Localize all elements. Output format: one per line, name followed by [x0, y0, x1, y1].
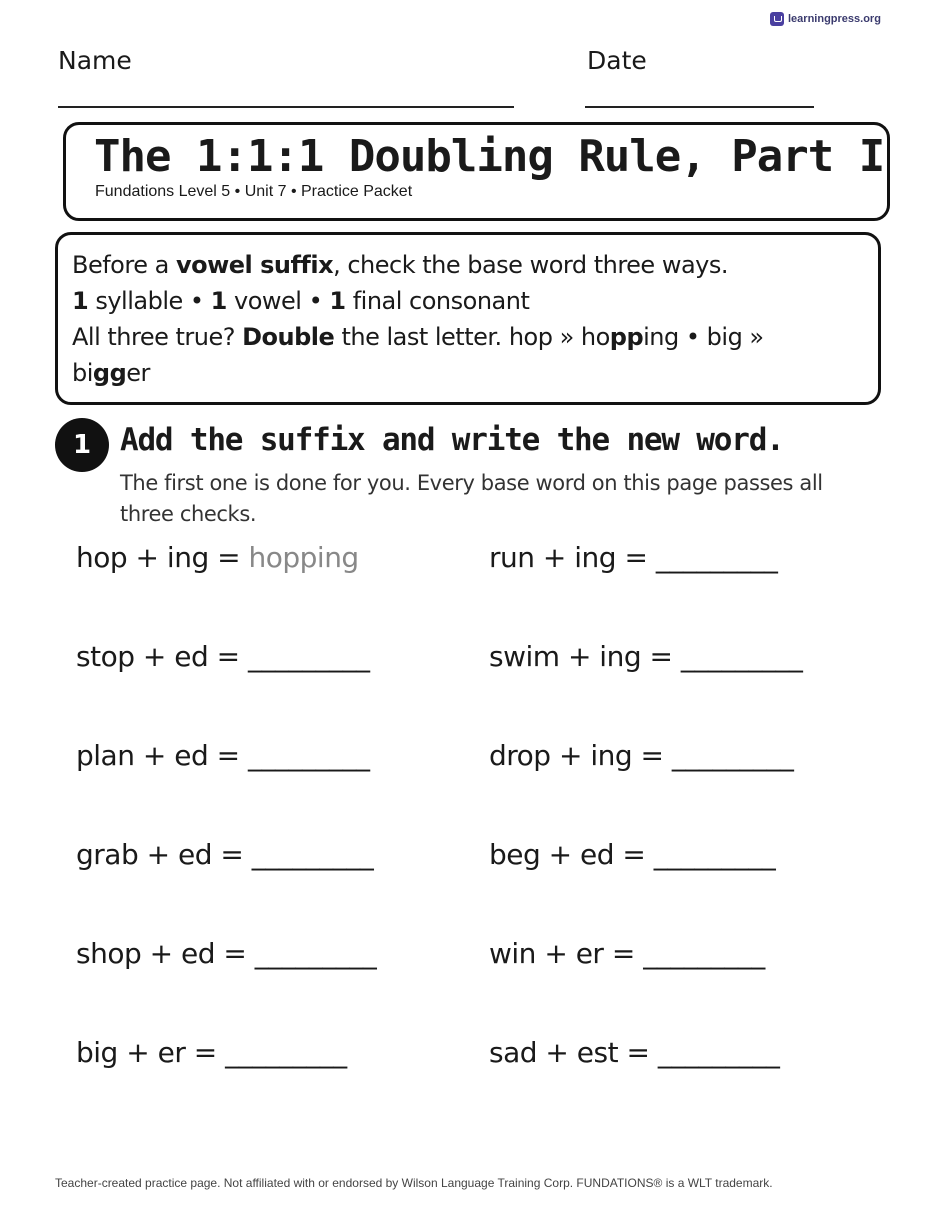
date-label: Date [587, 46, 647, 75]
title-box [63, 122, 890, 221]
answer-blank: _________ [671, 739, 794, 772]
problem-win[interactable]: win + er = _________ [489, 937, 765, 970]
date-field[interactable] [585, 106, 814, 108]
footer-disclaimer: Teacher-created practice page. Not affiliated with or endorsed by Wilson Language Training Corp. FUNDATIONS® is a WLT trademark. [55, 1176, 773, 1190]
brand-text: learningpress.org [788, 13, 881, 25]
rule-box [55, 232, 881, 405]
problem-drop[interactable]: drop + ing = _________ [489, 739, 794, 772]
problem-example: hop + ing = hopping [76, 541, 359, 574]
problem-swim[interactable]: swim + ing = _________ [489, 640, 803, 673]
name-label: Name [58, 46, 132, 75]
book-icon [770, 12, 784, 26]
brand-logo [770, 12, 881, 26]
answer-blank: _________ [254, 937, 377, 970]
problem-grab[interactable]: grab + ed = _________ [76, 838, 374, 871]
answer-blank: _________ [655, 541, 778, 574]
page-title: The 1:1:1 Doubling Rule, Part I [94, 131, 885, 182]
rule-line-3: All three true? Double the last letter. hop » hopping • big » [72, 323, 764, 351]
answer-blank: _________ [653, 838, 776, 871]
answer-blank: _________ [225, 1036, 347, 1069]
problem-beg[interactable]: beg + ed = _________ [489, 838, 776, 871]
name-field[interactable] [58, 106, 514, 108]
problem-sad[interactable]: sad + est = _________ [489, 1036, 780, 1069]
page-subtitle: Fundations Level 5 • Unit 7 • Practice Packet [95, 183, 413, 200]
rule-line-1: Before a vowel suffix, check the base word three ways. [72, 251, 728, 279]
problem-shop[interactable]: shop + ed = _________ [76, 937, 377, 970]
rule-line-4: bigger [72, 359, 150, 387]
answer-blank: _________ [680, 640, 803, 673]
answer-blank: _________ [643, 937, 765, 970]
example-answer: hopping [248, 541, 359, 574]
problem-run[interactable]: run + ing = _________ [489, 541, 778, 574]
section-title: Add the suffix and write the new word. [120, 422, 784, 458]
problem-big[interactable]: big + er = _________ [76, 1036, 347, 1069]
answer-blank: _________ [248, 640, 370, 673]
section-number-badge: 1 [55, 418, 109, 472]
answer-blank: _________ [251, 838, 374, 871]
answer-blank: _________ [657, 1036, 780, 1069]
section-description: The first one is done for you. Every base word on this page passes all three checks. [120, 471, 823, 526]
problem-plan[interactable]: plan + ed = _________ [76, 739, 370, 772]
problem-stop[interactable]: stop + ed = _________ [76, 640, 370, 673]
answer-blank: _________ [247, 739, 370, 772]
rule-line-2: 1 syllable • 1 vowel • 1 final consonant [72, 287, 530, 315]
